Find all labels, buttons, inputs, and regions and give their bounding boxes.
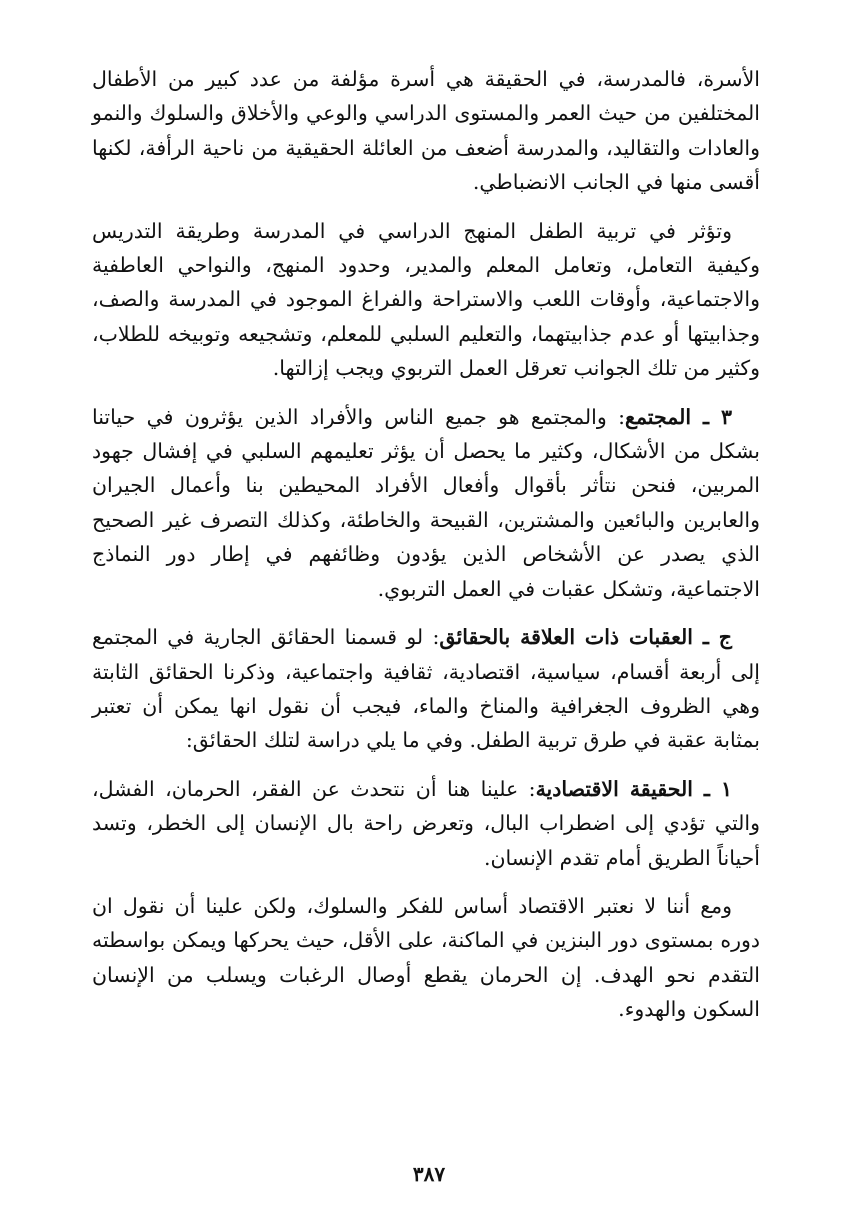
section-heading-facts-obstacles: ج ـ العقبات ذات العلاقة بالحقائق xyxy=(439,625,732,650)
page-number: ٣٨٧ xyxy=(412,1162,446,1186)
section-heading-economic-fact: ١ ـ الحقيقة الاقتصادية xyxy=(535,776,732,801)
paragraph-curriculum-influence: وتؤثر في تربية الطفل المنهج الدراسي في المدرسة وطريقة التدريس وكيفية التعامل، وتعامل المعلم والمدير، وحدود المنهج، والنواحي العاطفية والاجتماعية، وأوقات اللعب والاستراحة والفراغ الموجود في المدرسة والصف، وجذابيتها أو عدم جذابيتهما، والتعليم السلبي للمعلم، وتشجيعه وتوبيخه للطلاب، وكثير من تلك الجوانب تعرقل العمل التربوي ويجب إزالتها. xyxy=(92,218,760,381)
paragraph-facts-obstacles xyxy=(92,620,760,758)
paragraph-facts-obstacles-text: : لو قسمنا الحقائق الجارية في المجتمع إلى أربعة أقسام، سياسية، اقتصادية، ثقافية واجتماعية، وذكرنا الحقائق الثابتة وهي الظروف الجغرافية والمناخ والماء، فيجب أن نقول انها يمكن أن تعتبر بمثابة عقبة في طرق تربية الطفل. وفي ما يلي دراسة لتلك الحقائق: xyxy=(92,625,760,753)
paragraph-society xyxy=(92,400,760,606)
paragraph-economy-role: ومع أننا لا نعتبر الاقتصاد أساس للفكر والسلوك، ولكن علينا أن نقول ان دوره بمستوى دور البنزين في الماكنة، على الأقل، حيث يحركها ويمكن بواسطته التقدم نحو الهدف. إن الحرمان يقطع أوصال الرغبات ويسلب من الإنسان السكون والهدوء. xyxy=(92,893,760,1022)
paragraph-family-school: الأسرة، فالمدرسة، في الحقيقة هي أسرة مؤلفة من عدد كبير من الأطفال المختلفين من حيث العمر والمستوى الدراسي والوعي والأخلاق والسلوك والنمو والعادات والتقاليد، والمدرسة أضعف من العائلة الحقيقية من ناحية الرأفة، لكنها أقسى منها في الجانب الانضباطي. xyxy=(92,67,760,195)
page-body xyxy=(92,62,760,1041)
paragraph-economic-fact-text: : علينا هنا أن نتحدث عن الفقر، الحرمان، الفشل، والتي تؤدي إلى اضطراب البال، وتعرض راحة بال الإنسان إلى الخطر، وتسد أحياناً الطريق أمام تقدم الإنسان. xyxy=(92,776,760,870)
paragraph-society-text: : والمجتمع هو جميع الناس والأفراد الذين يؤثرون في حياتنا بشكل من الأشكال، وكثير ما يحصل أن يؤثر تعليمهم السلبي في إفشال جهود المربين، فنحن نتأثر بأقوال وأفعال الأفراد المحيطين بنا وأعمال الجيران والعابرين والبائعين والمشترين، القبيحة والخاطئة، وكذلك التصرف غير الصحيح الذي يصدر عن الأشخاص الذين يؤدون وظائفهم في إطار دور النماذج الاجتماعية، وتشكل عقبات في العمل التربوي. xyxy=(92,404,760,601)
section-heading-society: ٣ ـ المجتمع xyxy=(625,404,732,429)
paragraph-economic-fact xyxy=(92,772,760,875)
